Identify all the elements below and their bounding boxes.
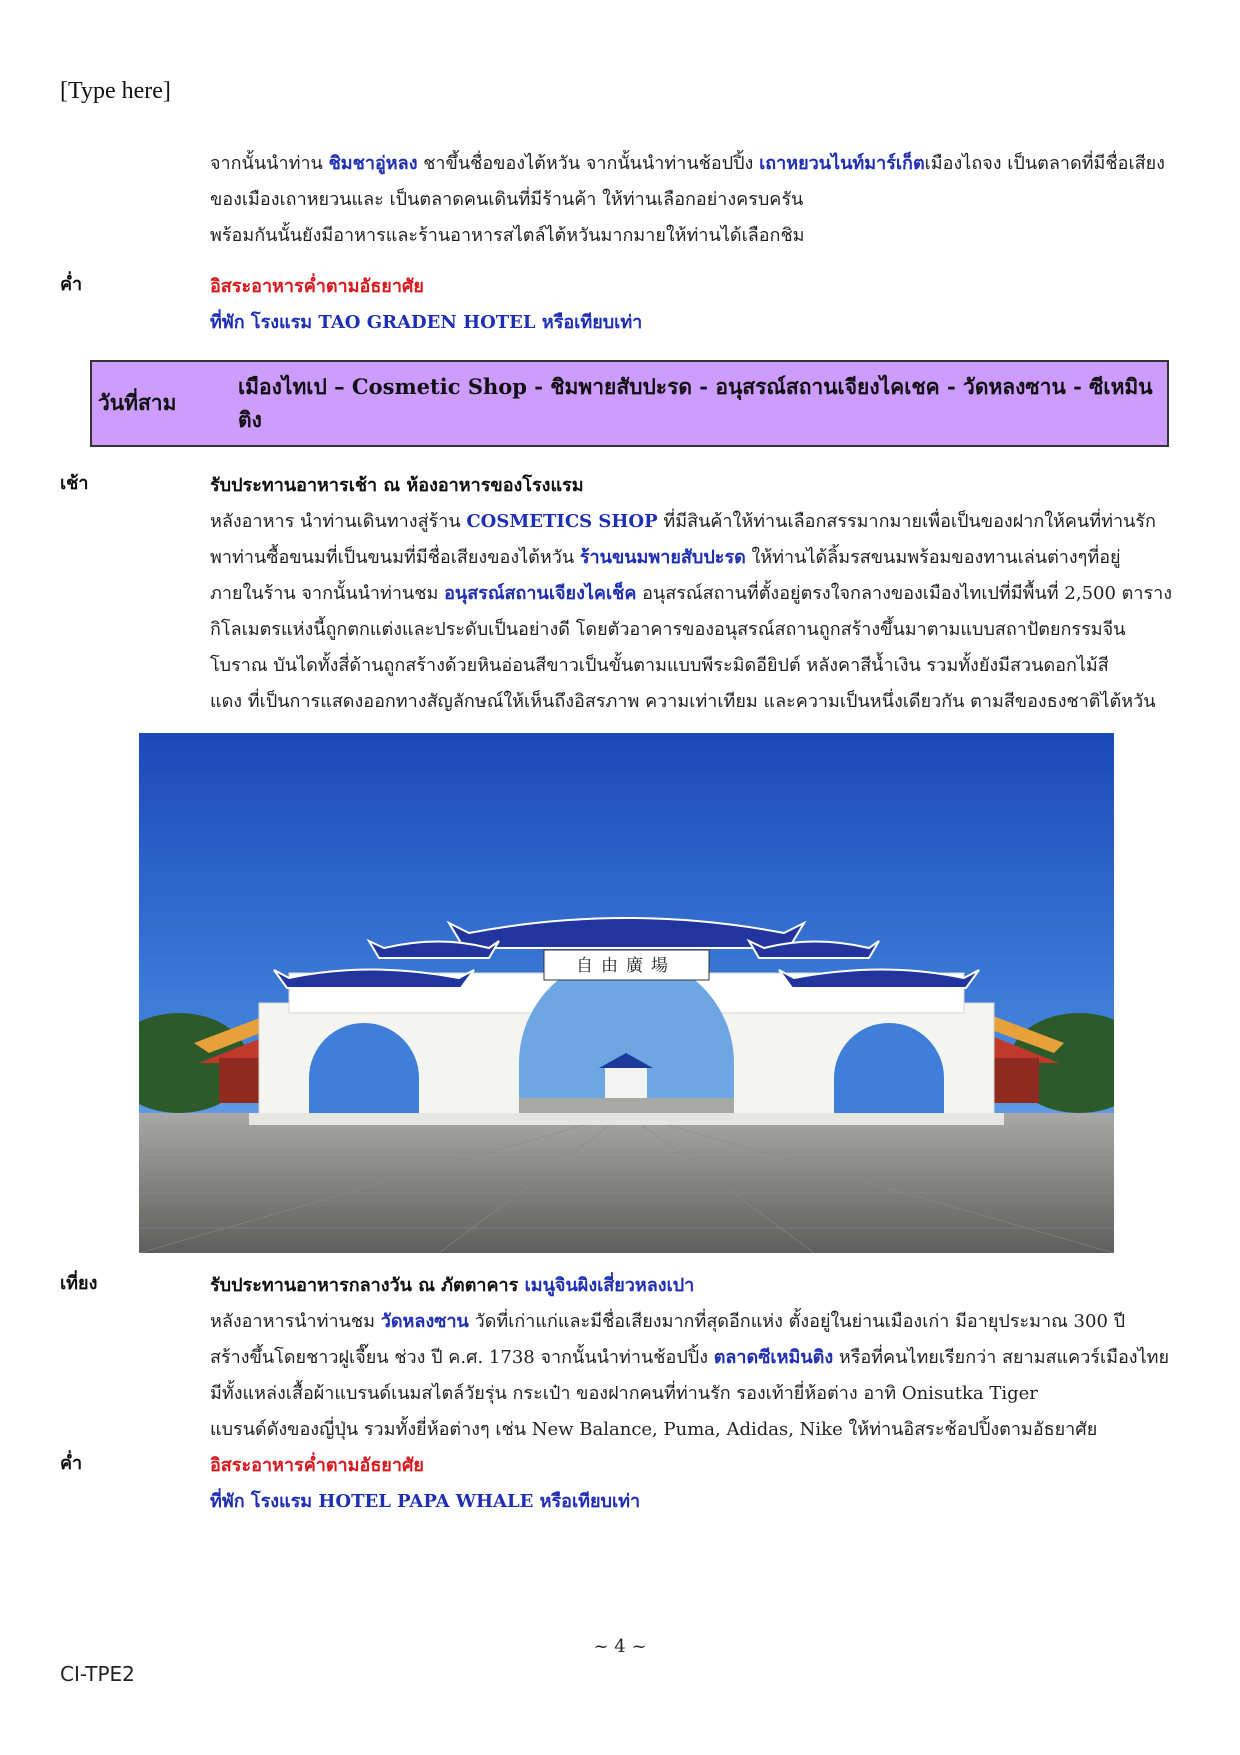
place-pineapple-cake-shop: ร้านขนมพายสับปะรด bbox=[579, 547, 746, 568]
text-run: ที่มีสินค้าให้ท่านเลือกสรรมากมายเพื่อเป็นของฝากให้คนที่ท่านรัก bbox=[657, 511, 1156, 532]
text-run: สร้างขึ้นโดยชาวฝูเจี๊ยน ช่วง ปี ค.ศ. 1738 จากนั้นนำท่านช้อปปิ้ง bbox=[210, 1347, 714, 1368]
meal-label-morning: เช้า bbox=[60, 473, 89, 494]
meal-label-dinner: ค่ำ bbox=[60, 274, 83, 295]
page-number: ~ 4 ~ bbox=[593, 1636, 647, 1657]
hotel-name: ที่พัก โรงแรม HOTEL PAPA WHALE bbox=[210, 1491, 540, 1512]
day-header-bar bbox=[90, 360, 1169, 447]
text-run: ให้ท่านได้ลิ้มรสขนมพร้อมของทานเล่นต่างๆที่อยู่ bbox=[745, 547, 1121, 568]
breakfast-text: รับประทานอาหารเช้า ณ ห้องอาหารของโรงแรม bbox=[210, 475, 584, 496]
paragraph-line bbox=[210, 1340, 1180, 1376]
liberty-square-gate-photo bbox=[139, 733, 1114, 1253]
evening-section bbox=[210, 1448, 1180, 1520]
text-run: จากนั้นนำท่าน bbox=[210, 153, 329, 174]
lunch-menu-name: เมนูจินผิงเสี่ยวหลงเปา bbox=[524, 1275, 695, 1296]
place-longshan-temple: วัดหลงซาน bbox=[380, 1311, 469, 1332]
paragraph-line: ของเมืองเถาหยวนและ เป็นตลาดคนเดินที่มีร้านค้า ให้ท่านเลือกอย่างครบครัน bbox=[210, 189, 804, 210]
hotel-equivalent: หรือเทียบเท่า bbox=[541, 312, 643, 333]
text-run: วัดที่เก่าแก่และมีชื่อเสียงมากที่สุดอีกแห่ง ตั้งอยู่ในย่านเมืองเก่า มีอายุประมาณ 300 ปี bbox=[468, 1311, 1126, 1332]
hotel-line bbox=[210, 305, 1180, 341]
meal-label-noon: เที่ยง bbox=[60, 1273, 98, 1294]
text-run: อนุสรณ์สถานที่ตั้งอยู่ตรงใจกลางของเมืองไทเปที่มีพื้นที่ 2,500 ตาราง bbox=[636, 583, 1173, 604]
gate-inscription: 自由廣場 bbox=[576, 956, 676, 976]
day-title: เมืองไทเป – Cosmetic Shop - ชิมพายสับปะรด - อนุสรณ์สถานเจียงไคเชค - วัดหลงซาน - ซีเหมินติง bbox=[238, 373, 1153, 432]
paragraph-line: แดง ที่เป็นการแสดงออกทางสัญลักษณ์ให้เห็นถึงอิสรภาพ ความเท่าเทียม และความเป็นหนึ่งเดียวกัน ตามสีของธงชาติไต้หวัน bbox=[210, 691, 1156, 712]
text-run: รับประทานอาหารกลางวัน ณ ภัตตาคาร bbox=[210, 1275, 525, 1296]
paragraph-line: พร้อมกันนั้นยังมีอาหารและร้านอาหารสไตล์ไต้หวันมากมายให้ท่านได้เลือกชิม bbox=[210, 225, 805, 246]
place-cosmetics-shop: COSMETICS SHOP bbox=[466, 511, 658, 532]
morning-section bbox=[210, 468, 1180, 720]
hotel-line bbox=[210, 1484, 1180, 1520]
text-run: หลังอาหาร นำท่านเดินทางสู่ร้าน bbox=[210, 511, 467, 532]
text-run: หลังอาหารนำท่านชม bbox=[210, 1311, 381, 1332]
text-run: หรือที่คนไทยเรียกว่า สยามสแควร์เมืองไทย bbox=[833, 1347, 1170, 1368]
hotel-equivalent: หรือเทียบเท่า bbox=[539, 1491, 641, 1512]
meal-label-evening: ค่ำ bbox=[60, 1453, 83, 1474]
place-ximending: ตลาดซีเหมินติง bbox=[713, 1347, 834, 1368]
paragraph-line bbox=[210, 540, 1180, 576]
paragraph-line bbox=[210, 146, 1180, 182]
noon-section bbox=[210, 1268, 1180, 1448]
paragraph-line: โบราณ บันไดทั้งสี่ด้านถูกสร้างด้วยหินอ่อนสีขาวเป็นขั้นตามแบบพีระมิดอียิปต์ หลังคาสีน้ำเงิน รวมทั้งยังมีสวนดอกไม้สี bbox=[210, 655, 1109, 676]
paragraph-line bbox=[210, 1304, 1180, 1340]
dinner-text: อิสระอาหารค่ำตามอัธยาศัย bbox=[210, 1455, 424, 1476]
dinner-line bbox=[210, 269, 1180, 341]
text-run: เมืองไถจง เป็นตลาดที่มีชื่อเสียง bbox=[924, 153, 1165, 174]
day2-continuation bbox=[210, 146, 1180, 254]
dinner-text: อิสระอาหารค่ำตามอัธยาศัย bbox=[210, 276, 424, 297]
paragraph-line bbox=[210, 576, 1180, 612]
page-header-placeholder: [Type here] bbox=[60, 78, 171, 104]
document-code: CI-TPE2 bbox=[60, 1662, 135, 1686]
place-chiang-kai-shek-memorial: อนุสรณ์สถานเจียงไคเช็ค bbox=[444, 583, 637, 604]
hotel-name: ที่พัก โรงแรม TAO GRADEN HOTEL bbox=[210, 312, 542, 333]
paragraph-line: แบรนด์ดังของญี่ปุ่น รวมทั้งยี่ห้อต่างๆ เช่น New Balance, Puma, Adidas, Nike ให้ท่านอิสระช้อปปิ้งตามอัธยาศัย bbox=[210, 1419, 1098, 1440]
text-run: ภายในร้าน จากนั้นนำท่านชม bbox=[210, 583, 445, 604]
day-label: วันที่สาม bbox=[98, 390, 177, 415]
text-run: พาท่านซื้อขนมที่เป็นขนมที่มีชื่อเสียงของไต้หวัน bbox=[210, 547, 580, 568]
paragraph-line: กิโลเมตรแห่งนี้ถูกตกแต่งและประดับเป็นอย่างดี โดยตัวอาคารของอนุสรณ์สถานถูกสร้างขึ้นมาตามแบบสถาปัตยกรรมจีน bbox=[210, 619, 1126, 640]
lunch-line bbox=[210, 1268, 1180, 1304]
text-run: ชาขึ้นชื่อของไต้หวัน จากนั้นนำท่านช้อปปิ้ง bbox=[417, 153, 760, 174]
place-taoyuan-night-market: เถาหยวนไนท์มาร์เก็ต bbox=[759, 153, 925, 174]
place-oolong-tea: ชิมชาอู่หลง bbox=[328, 153, 418, 174]
paragraph-line bbox=[210, 504, 1180, 540]
paragraph-line: มีทั้งแหล่งเสื้อผ้าแบรนด์เนมสไตล์วัยรุ่น กระเป๋า ของฝากคนที่ท่านรัก รองเท้ายี่ห้อต่าง อาทิ Onisutka Tiger bbox=[210, 1383, 1038, 1404]
